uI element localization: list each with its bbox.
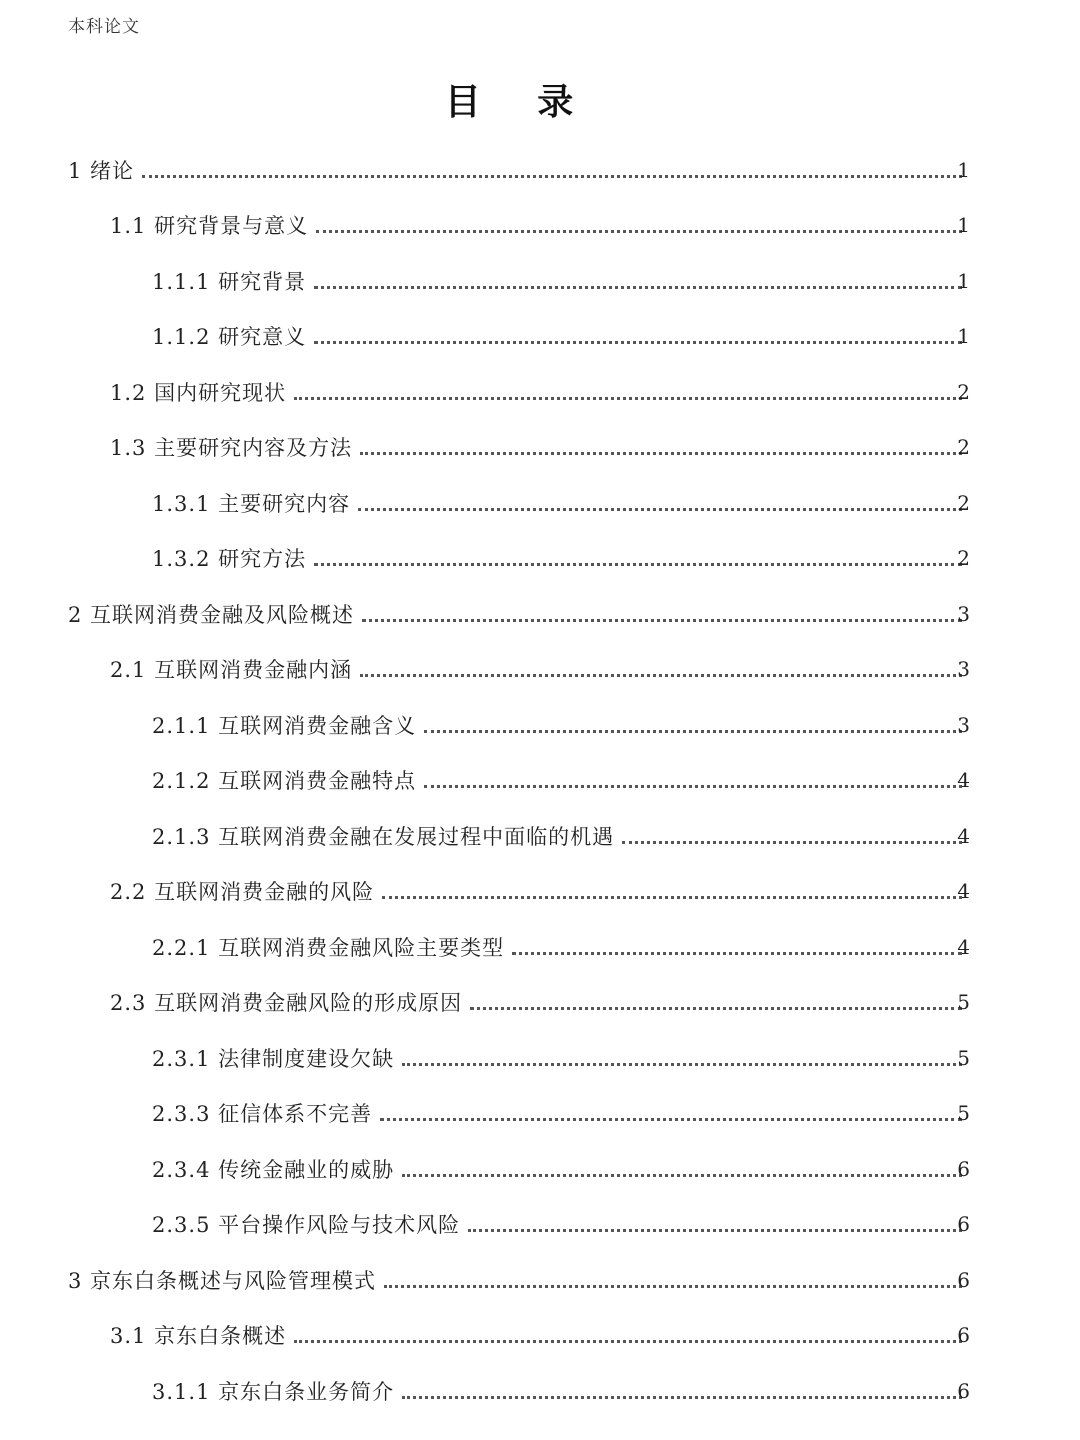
toc-dot-leader (314, 265, 962, 289)
toc-entry-title: 2.2.1 互联网消费金融风险主要类型 (152, 935, 505, 960)
toc-entry-page-number: 6 (957, 1323, 970, 1348)
toc-entry (0, 531, 1080, 587)
toc-entry-page-number: 5 (957, 990, 970, 1015)
toc-dot-leader (314, 320, 962, 344)
toc-entry (0, 475, 1080, 531)
toc-dot-leader (622, 820, 962, 844)
toc-entry-title: 1.3.2 研究方法 (152, 547, 307, 572)
toc-dot-leader (402, 1042, 962, 1066)
toc-entry-title: 2.3.1 法律制度建设欠缺 (152, 1046, 395, 1071)
toc-entry-page-number: 1 (957, 213, 970, 238)
toc-entry-page-number: 3 (957, 712, 970, 737)
document-header-label: 本科论文 (68, 17, 140, 37)
toc-dot-leader (362, 598, 962, 622)
toc-entry (0, 364, 1080, 420)
toc-entry (0, 864, 1080, 920)
toc-entry (0, 975, 1080, 1031)
toc-entry-page-number: 4 (957, 934, 970, 959)
toc-entry (0, 1141, 1080, 1197)
toc-entry-page-number: 2 (957, 435, 970, 460)
toc-entry-title: 3 京东白条概述与风险管理模式 (68, 1268, 377, 1293)
toc-dot-leader (294, 1319, 962, 1343)
toc-entry-title: 2.2 互联网消费金融的风险 (110, 880, 375, 905)
toc-entry-page-number: 5 (957, 1045, 970, 1070)
toc-entry-page-number: 2 (957, 379, 970, 404)
toc-entry-page-number: 5 (957, 1101, 970, 1126)
toc-entry-title: 2.1.2 互联网消费金融特点 (152, 769, 417, 794)
toc-entry-title: 2 互联网消费金融及风险概述 (68, 602, 355, 627)
toc-entry-page-number: 3 (957, 601, 970, 626)
toc-entry-page-number: 1 (957, 157, 970, 182)
toc-entry-page-number: 2 (957, 546, 970, 571)
toc-dot-leader (316, 209, 962, 233)
toc-dot-leader (294, 376, 962, 400)
toc-entry-page-number: 4 (957, 879, 970, 904)
toc-entry-title: 2.1.3 互联网消费金融在发展过程中面临的机遇 (152, 824, 615, 849)
toc-entry-title: 1.1.2 研究意义 (152, 325, 307, 350)
toc-entry (0, 642, 1080, 698)
toc-entry-page-number: 6 (957, 1267, 970, 1292)
toc-dot-leader (384, 1264, 962, 1288)
toc-entry-page-number: 1 (957, 268, 970, 293)
toc-entry (0, 142, 1080, 198)
toc-entry (0, 1086, 1080, 1142)
toc-entry (0, 1252, 1080, 1308)
toc-dot-leader (380, 1097, 962, 1121)
toc-entry (0, 1030, 1080, 1086)
toc-dot-leader (424, 709, 962, 733)
toc-dot-leader (402, 1153, 962, 1177)
toc-entry (0, 420, 1080, 476)
toc-entry (0, 753, 1080, 809)
toc-entry (0, 1363, 1080, 1419)
toc-entry-title: 3.1.1 京东白条业务简介 (152, 1379, 395, 1404)
toc-entry (0, 1308, 1080, 1364)
toc-entry-title: 1.1.1 研究背景 (152, 269, 307, 294)
toc-dot-leader (424, 764, 962, 788)
toc-entry-page-number: 1 (957, 324, 970, 349)
toc-entry-page-number: 6 (957, 1156, 970, 1181)
toc-entry-title: 2.3 互联网消费金融风险的形成原因 (110, 991, 463, 1016)
toc-entry (0, 309, 1080, 365)
toc-entry-title: 2.1 互联网消费金融内涵 (110, 658, 353, 683)
toc-entry-title: 1.3.1 主要研究内容 (152, 491, 351, 516)
toc-entry-page-number: 3 (957, 657, 970, 682)
toc-entry (0, 586, 1080, 642)
toc-dot-leader (382, 875, 962, 899)
toc-entry (0, 808, 1080, 864)
toc-dot-leader (142, 154, 962, 178)
toc-entry (0, 697, 1080, 753)
toc-entry (0, 253, 1080, 309)
toc-entry-title: 2.3.4 传统金融业的威胁 (152, 1157, 395, 1182)
toc-entry (0, 919, 1080, 975)
table-of-contents (0, 142, 1080, 1419)
toc-entry-title: 2.3.5 平台操作风险与技术风险 (152, 1213, 461, 1238)
toc-dot-leader (360, 431, 962, 455)
toc-dot-leader (468, 1208, 962, 1232)
toc-entry-title: 2.3.3 征信体系不完善 (152, 1102, 373, 1127)
toc-dot-leader (402, 1375, 962, 1399)
toc-dot-leader (358, 487, 962, 511)
toc-entry-title: 1.1 研究背景与意义 (110, 214, 309, 239)
toc-entry-page-number: 2 (957, 490, 970, 515)
toc-dot-leader (470, 986, 962, 1010)
toc-entry-title: 2.1.1 互联网消费金融含义 (152, 713, 417, 738)
toc-dot-leader (314, 542, 962, 566)
toc-entry-title: 1.2 国内研究现状 (110, 380, 287, 405)
toc-entry-page-number: 6 (957, 1212, 970, 1237)
toc-entry-page-number: 4 (957, 823, 970, 848)
toc-entry (0, 198, 1080, 254)
toc-entry-title: 3.1 京东白条概述 (110, 1324, 287, 1349)
toc-entry (0, 1197, 1080, 1253)
toc-entry-title: 1 绪论 (68, 158, 135, 183)
toc-entry-page-number: 6 (957, 1378, 970, 1403)
toc-entry-page-number: 4 (957, 768, 970, 793)
toc-dot-leader (512, 931, 962, 955)
toc-dot-leader (360, 653, 962, 677)
toc-title: 目 录 (444, 81, 596, 123)
toc-entry-title: 1.3 主要研究内容及方法 (110, 436, 353, 461)
